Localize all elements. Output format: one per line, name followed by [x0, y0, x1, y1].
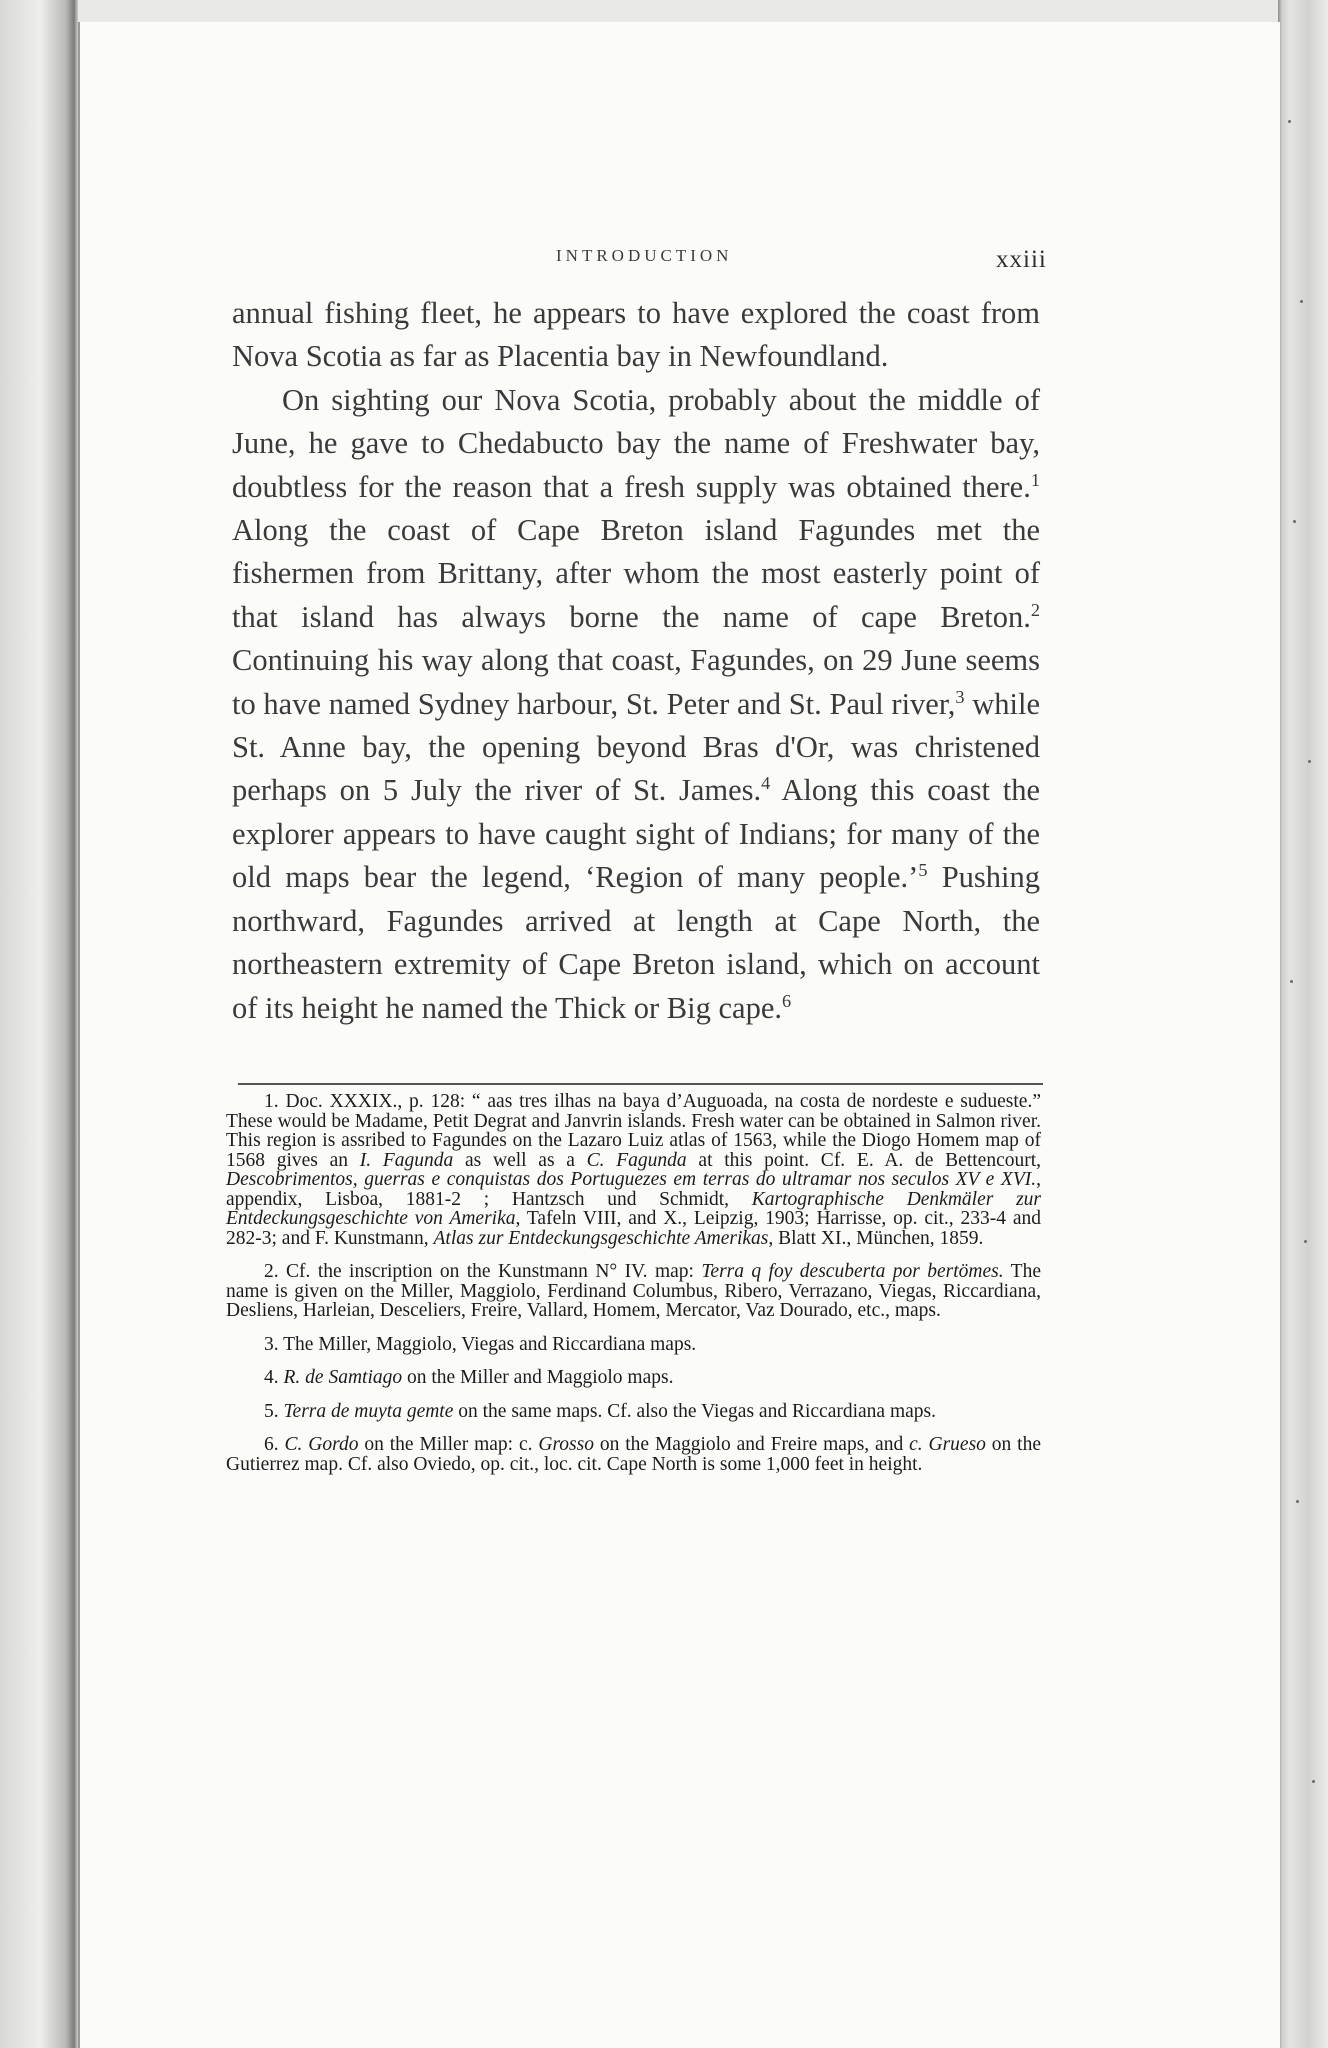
right-page-edge — [1278, 0, 1328, 2048]
footnote-6: 6. C. Gordo on the Miller map: c. Grosso on the Maggiolo and Freire maps, and c. Grueso on the Gutierrez map. Cf. also Oviedo, op. cit., loc. cit. Cape North is some 1,000 feet in height. — [226, 1434, 1042, 1475]
footnote-5: 5. Terra de muyta gemte on the same maps. Cf. also the Viegas and Riccardiana maps. — [264, 1400, 936, 1422]
footnote-ref-4: 4 — [761, 773, 771, 794]
footnote-2: 2. Cf. the inscription on the Kunstmann N° IV. map: Terra q foy descuberta por bertömes. The name is given on the Miller, Maggiolo, Ferdinand Columbus, Ribero, Verrazano, Viegas, Riccardiana, Desliens, Harleian, Desceliers, Freire, Vallard, Homem, Mercator, Vaz Dourado, etc., maps. — [226, 1261, 1041, 1321]
left-page-edge — [0, 0, 78, 2048]
footnotes — [226, 1092, 1041, 1488]
footnote-ref-3: 3 — [955, 686, 965, 707]
footnote-3: 3. The Miller, Maggiolo, Viegas and Riccardiana maps. — [264, 1333, 697, 1355]
footnote-ref-2: 2 — [1030, 599, 1040, 620]
footnote-ref-1: 1 — [1030, 469, 1040, 490]
footnote-ref-6: 6 — [781, 990, 792, 1011]
body-text — [232, 292, 1040, 1030]
footnote-4: 4. R. de Samtiago on the Miller and Maggiolo maps. — [264, 1367, 674, 1388]
footnote-divider — [238, 1083, 1043, 1085]
paragraph-1: annual fishing fleet, he appears to have explored the coast from Nova Scotia as far as Placentia bay in Newfoundland. — [232, 296, 1040, 374]
footnote-ref-5: 5 — [918, 860, 928, 881]
page-number: xxiii — [996, 246, 1047, 273]
paragraph-2: On sighting our Nova Scotia, probably about the middle of June, he gave to Chedabucto bay the name of Freshwater bay, doubtless for the reason that a fresh supply was obtained there.$^1$ Along the coast of Cape Breton island Fagundes met the fishermen from Brittany, after whom the most easterly point of that island has always borne the name of cape Breton.$^2$ Continuing his way along that coast, Fagundes, on 29 June seems to have named Sydney harbour, St. Peter and St. Paul river,$^3$ while St. Anne bay, the opening beyond Bras d'Or, was christened perhaps on 5 July the river of St. James.$^4$ Along this coast the explorer appears to have caught sight of Indians; for many of the old maps bear the legend, ‘Region of many people.’$^5$ Pushing northward, Fagundes arrived at length at Cape North, the northeastern extremity of Cape Breton island, which on account of its height he named the Thick or Big cape.$^6$ — [232, 382, 1040, 1025]
footnote-1: 1. Doc. XXXIX., p. 128: “ aas tres ilhas na baya d’Auguoada, na costa de nordeste e sudueste.” These would be Madame, Petit Degrat and Janvrin islands. Fresh water can be obtained in Salmon river. This region is assribed to Fagundes on the Lazaro Luiz atlas of 1563, while the Diogo Homem map of 1568 gives an I. Fagunda as well as a C. Fagunda at this point. Cf. E. A. de Bettencourt, Descobrimentos, guerras e conquistas dos Portuguezes em terras do ultramar nos seculos XV e XVI., appendix, Lisboa, 1881-2 ; Hantzsch und Schmidt, Kartographische Denkmäler zur Entdeckungsgeschichte von Amerika, Tafeln VIII, and X., Leipzig, 1903; Harrisse, op. cit., 233-4 and 282-3; and F. Kunstmann, Atlas zur Entdeckungsgeschichte Amerikas, Blatt XI., München, 1859. — [226, 1091, 1042, 1249]
running-head: INTRODUCTION — [556, 246, 733, 265]
